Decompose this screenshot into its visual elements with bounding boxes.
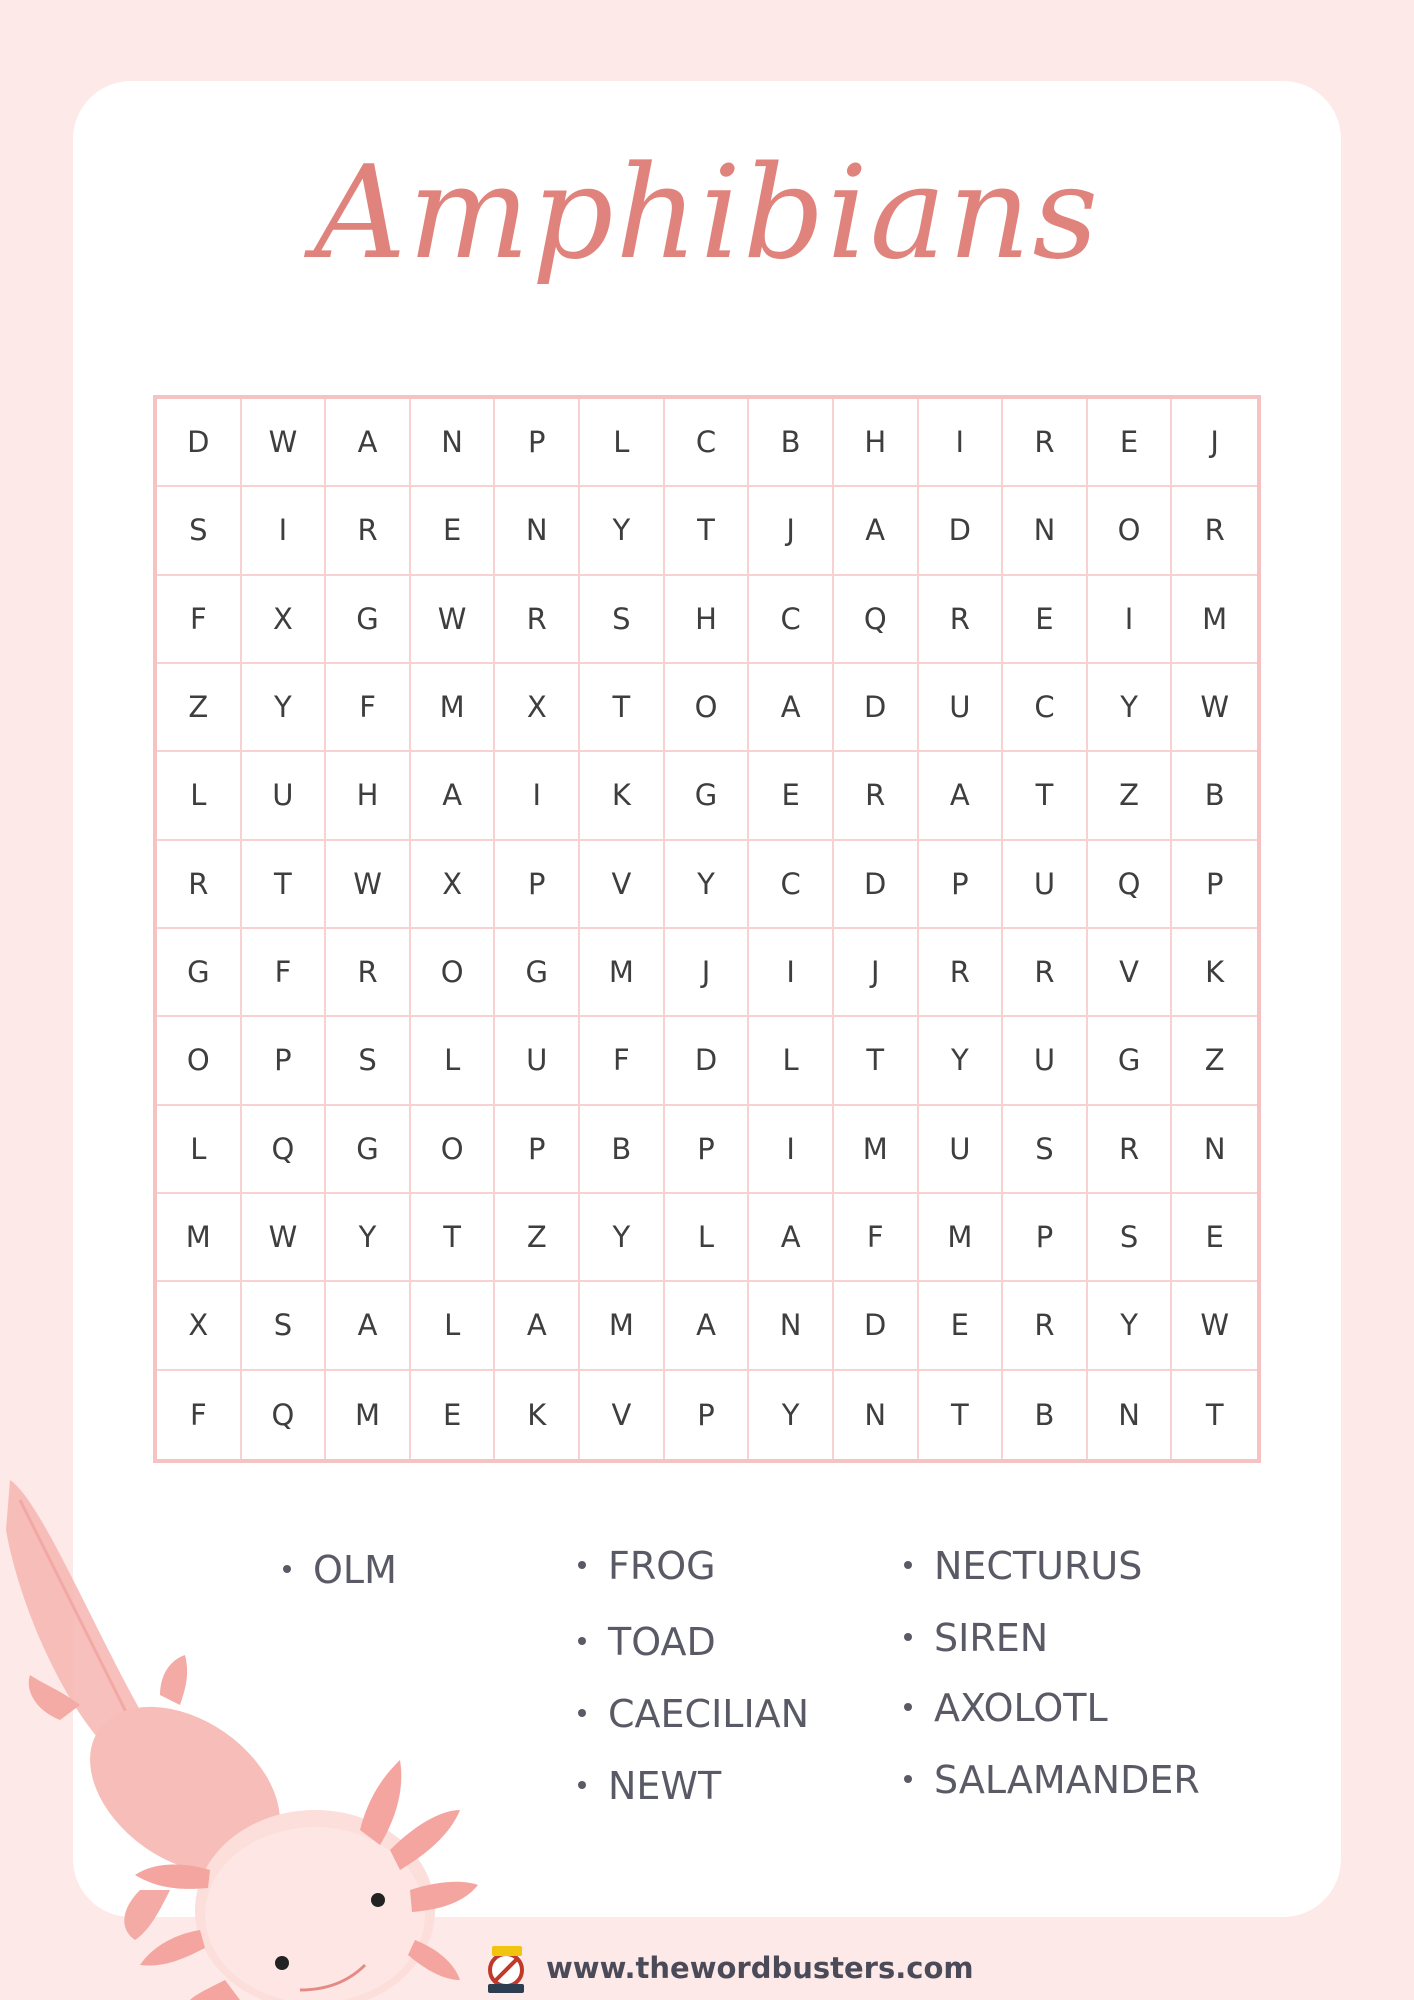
grid-cell: R [919,929,1004,1017]
grid-cell: S [326,1017,411,1105]
grid-cell: C [665,399,750,487]
grid-cell: M [919,1194,1004,1282]
grid-cell: U [1003,1017,1088,1105]
grid-cell: M [1172,576,1257,664]
grid-cell: N [1003,487,1088,575]
grid-cell: W [242,1194,327,1282]
grid-cell: L [580,399,665,487]
bullet-icon [578,1561,586,1569]
grid-cell: E [1003,576,1088,664]
grid-cell: P [495,399,580,487]
grid-cell: L [157,1106,242,1194]
grid-cell: D [834,664,919,752]
grid-cell: X [495,664,580,752]
grid-cell: X [157,1282,242,1370]
grid-cell: K [495,1371,580,1459]
grid-cell: C [1003,664,1088,752]
grid-cell: K [580,752,665,840]
word-label: TOAD [608,1620,716,1664]
grid-cell: P [919,841,1004,929]
grid-cell: W [326,841,411,929]
grid-cell: I [749,1106,834,1194]
grid-cell: Q [834,576,919,664]
grid-cell: Z [495,1194,580,1282]
bullet-icon [578,1637,586,1645]
grid-cell: L [411,1017,496,1105]
grid-cell: M [157,1194,242,1282]
grid-cell: P [495,841,580,929]
grid-cell: A [834,487,919,575]
grid-cell: L [411,1282,496,1370]
grid-cell: P [1172,841,1257,929]
word-label: CAECILIAN [608,1692,810,1736]
grid-cell: B [580,1106,665,1194]
bullet-icon [904,1561,912,1569]
grid-cell: P [242,1017,327,1105]
grid-cell: S [1003,1106,1088,1194]
bullet-icon [578,1781,586,1789]
grid-cell: R [326,929,411,1017]
grid-cell: D [157,399,242,487]
grid-cell: R [157,841,242,929]
grid-cell: Y [580,1194,665,1282]
grid-cell: N [1088,1371,1173,1459]
grid-cell: O [411,929,496,1017]
grid-cell: F [242,929,327,1017]
grid-cell: O [157,1017,242,1105]
grid-cell: P [495,1106,580,1194]
word-list-item [578,1620,716,1664]
grid-cell: J [749,487,834,575]
grid-cell: O [665,664,750,752]
grid-cell: G [157,929,242,1017]
grid-cell: M [580,1282,665,1370]
grid-cell: M [580,929,665,1017]
grid-cell: Y [1088,664,1173,752]
grid-cell: Q [242,1371,327,1459]
grid-cell: A [919,752,1004,840]
grid-cell: D [834,1282,919,1370]
grid-cell: L [157,752,242,840]
grid-cell: G [326,576,411,664]
grid-cell: R [1003,1282,1088,1370]
grid-cell: W [411,576,496,664]
grid-cell: F [326,664,411,752]
grid-cell: M [834,1106,919,1194]
grid-cell: T [834,1017,919,1105]
footer [480,1940,974,1996]
grid-cell: S [242,1282,327,1370]
word-label: SALAMANDER [934,1758,1200,1802]
grid-cell: K [1172,929,1257,1017]
grid-cell: Y [1088,1282,1173,1370]
grid-cell: Y [242,664,327,752]
grid-cell: V [580,841,665,929]
grid-cell: U [919,664,1004,752]
grid-cell: S [1088,1194,1173,1282]
grid-cell: Y [749,1371,834,1459]
grid-cell: Z [1088,752,1173,840]
grid-cell: A [749,1194,834,1282]
grid-cell: E [411,487,496,575]
grid-cell: N [1172,1106,1257,1194]
grid-cell: P [1003,1194,1088,1282]
grid-cell: B [1172,752,1257,840]
grid-cell: A [411,752,496,840]
grid-cell: T [919,1371,1004,1459]
grid-cell: S [157,487,242,575]
grid-cell: Z [157,664,242,752]
word-search-grid [153,395,1261,1463]
grid-cell: H [665,576,750,664]
word-list-item [904,1616,1048,1660]
grid-cell: C [749,576,834,664]
grid-cell: E [411,1371,496,1459]
grid-cell: P [665,1106,750,1194]
grid-cell: G [665,752,750,840]
grid-cell: E [1172,1194,1257,1282]
grid-cell: N [411,399,496,487]
grid-cell: Y [665,841,750,929]
grid-cell: I [749,929,834,1017]
grid-cell: A [495,1282,580,1370]
word-list-item [904,1686,1108,1730]
word-list-item [578,1544,716,1588]
grid-cell: O [411,1106,496,1194]
grid-cell: D [834,841,919,929]
grid-cell: A [665,1282,750,1370]
word-label: OLM [313,1548,397,1592]
grid-cell: R [326,487,411,575]
grid-cell: T [1003,752,1088,840]
grid-cell: P [665,1371,750,1459]
grid-cell: U [919,1106,1004,1194]
grid-cell: R [1003,929,1088,1017]
grid-cell: J [1172,399,1257,487]
grid-cell: T [580,664,665,752]
grid-cell: N [749,1282,834,1370]
grid-cell: Q [1088,841,1173,929]
grid-cell: N [834,1371,919,1459]
grid-cell: R [919,576,1004,664]
grid-cell: J [834,929,919,1017]
grid-cell: T [665,487,750,575]
wordbusters-logo-icon [480,1942,532,1994]
grid-cell: F [157,1371,242,1459]
grid-cell: U [1003,841,1088,929]
word-list-item [578,1692,809,1736]
word-label: FROG [608,1544,716,1588]
grid-cell: L [749,1017,834,1105]
grid-cell: Q [242,1106,327,1194]
grid-cell: E [919,1282,1004,1370]
page-title: Amphibians [313,139,1101,288]
grid-cell: W [1172,1282,1257,1370]
grid-cell: M [411,664,496,752]
grid-cell: T [1205,1397,1224,1432]
grid-cell: I [1088,576,1173,664]
grid-cell: T [242,841,327,929]
grid-cell: U [242,752,327,840]
grid-cell: A [749,664,834,752]
grid-cell: I [919,399,1004,487]
grid-cell: B [1003,1371,1088,1459]
bullet-icon [904,1703,912,1711]
word-list-item [578,1764,721,1808]
grid-cell: U [495,1017,580,1105]
grid-cell: B [749,399,834,487]
grid-cell: I [495,752,580,840]
bullet-icon [578,1709,586,1717]
grid-cell: W [242,399,327,487]
word-label: SIREN [934,1616,1049,1660]
grid-cell: S [580,576,665,664]
grid-cell: D [665,1017,750,1105]
grid-cell: Y [919,1017,1004,1105]
grid-cell: R [1088,1106,1173,1194]
grid-cell: E [749,752,834,840]
bullet-icon [904,1633,912,1641]
website-link[interactable]: www.thewordbusters.com [546,1951,974,1985]
grid-cell: R [1003,399,1088,487]
grid-cell: Y [326,1194,411,1282]
grid-cell: L [665,1194,750,1282]
grid-cell: H [834,399,919,487]
grid-cell: G [495,929,580,1017]
grid-cell: G [1088,1017,1173,1105]
grid-cell: R [1172,487,1257,575]
axolotl-illustration [0,1460,500,2000]
grid-cell: Y [580,487,665,575]
bullet-icon [904,1775,912,1783]
grid-cell: O [1088,487,1173,575]
grid-cell: N [495,487,580,575]
grid-cell: R [834,752,919,840]
grid-cell: F [157,576,242,664]
grid-cell: D [919,487,1004,575]
word-list-item [904,1544,1142,1588]
grid-cell: F [834,1194,919,1282]
grid-cell: I [242,487,327,575]
grid-cell: F [580,1017,665,1105]
grid-cell: A [326,399,411,487]
grid-cell: J [665,929,750,1017]
word-list-item [904,1758,1200,1802]
word-label: NECTURUS [934,1544,1143,1588]
word-label: NEWT [608,1764,722,1808]
grid-cell: W [1172,664,1257,752]
grid-cell: V [580,1371,665,1459]
grid-cell: E [1088,399,1173,487]
grid-cell: H [326,752,411,840]
grid-cell: R [495,576,580,664]
grid-cell: V [1088,929,1173,1017]
grid-cell: C [749,841,834,929]
grid-cell: Z [1172,1017,1257,1105]
grid-cell: M [326,1371,411,1459]
grid-cell: X [242,576,327,664]
grid-cell: X [411,841,496,929]
word-label: AXOLOTL [934,1686,1108,1730]
grid-cell: T [411,1194,496,1282]
grid-cell: G [326,1106,411,1194]
grid-cell: A [326,1282,411,1370]
